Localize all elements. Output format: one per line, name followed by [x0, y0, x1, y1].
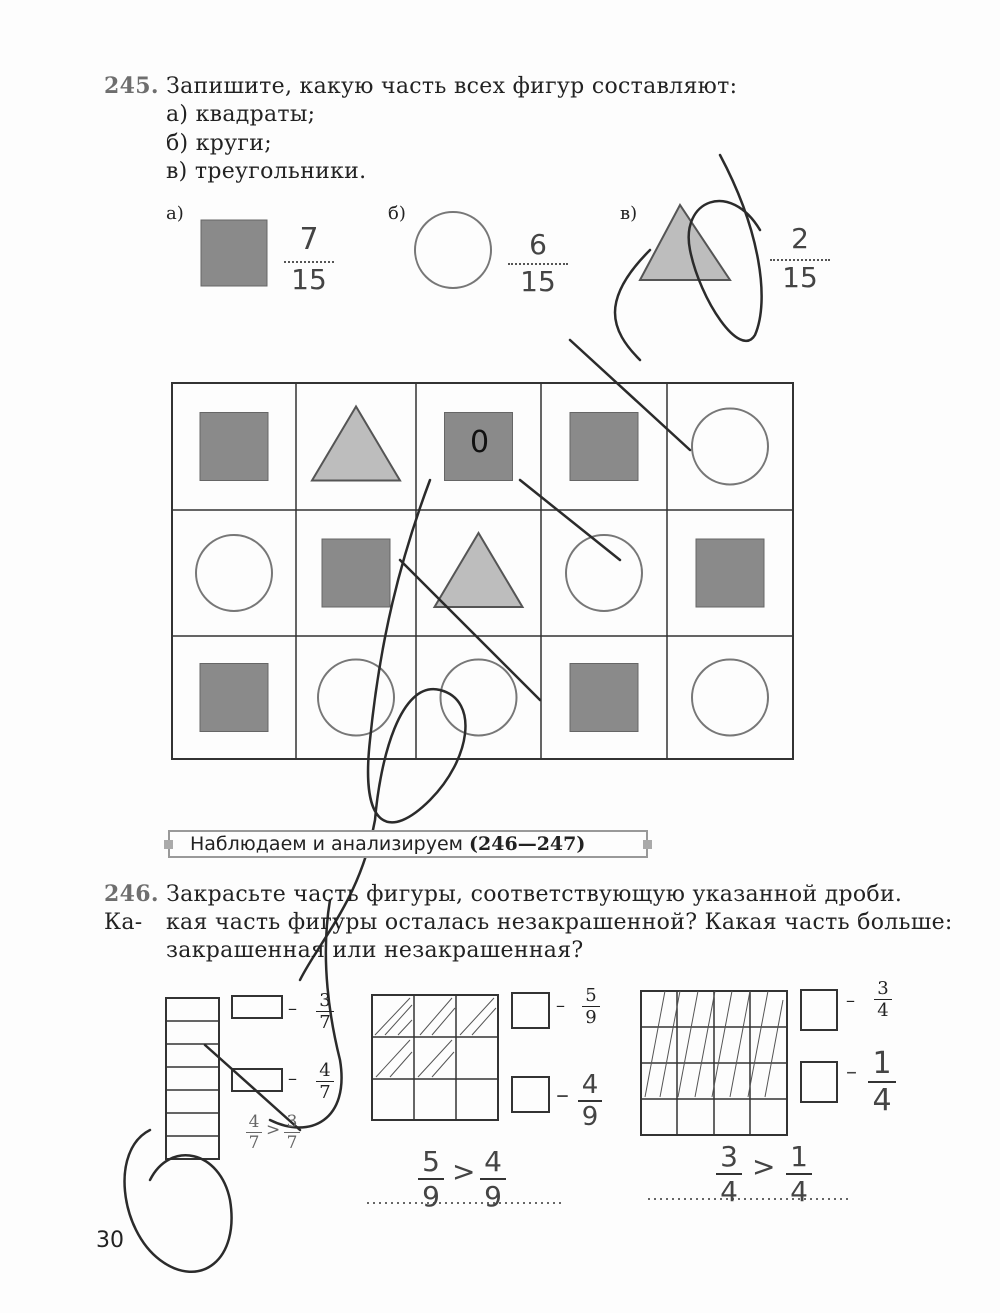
compare-2-b-num: 4 — [484, 1145, 502, 1178]
answer-a-den: 15 — [284, 261, 334, 296]
compare-2-a-den: 9 — [418, 1178, 444, 1213]
cell-mark: 0 — [470, 425, 490, 460]
task-246-line-1: Закрасьте часть фигуры, соответствующую указанной дроби. Ка- — [104, 882, 903, 935]
figure-1-strips — [166, 998, 219, 1159]
compare-1-a-den: 7 — [246, 1132, 262, 1153]
task-number: 246. — [104, 881, 159, 907]
task-prompt: Запишите, какую часть всех фигур составляют: — [166, 74, 738, 99]
answer-v-den: 15 — [770, 259, 830, 294]
figure-2-grid — [372, 995, 498, 1120]
section-range: (246—247) — [469, 833, 586, 855]
shape-grid — [172, 383, 793, 759]
label-b: б) — [388, 203, 406, 224]
compare-1-a-num: 4 — [248, 1112, 260, 1132]
bullet-icon — [643, 840, 652, 849]
fraction-3a-num: 3 — [877, 978, 889, 999]
fraction-3b-num: 1 — [872, 1046, 892, 1081]
fraction-3b-den: 4 — [868, 1081, 896, 1118]
compare-1-b-num: 3 — [286, 1112, 298, 1132]
grid-triangle — [312, 407, 400, 481]
answer-v-num: 2 — [791, 222, 809, 255]
answer-box-2a[interactable] — [512, 993, 549, 1028]
compare-3-b-num: 1 — [790, 1140, 808, 1173]
figure-3-grid — [641, 991, 787, 1135]
grid-square — [570, 664, 638, 732]
fraction-1a-num: 3 — [319, 990, 331, 1011]
fraction-2a-den: 9 — [582, 1006, 600, 1028]
grid-circle — [441, 660, 517, 736]
compare-1-b-den: 7 — [284, 1132, 300, 1153]
example-square — [201, 220, 267, 286]
compare-3-a-den: 4 — [716, 1173, 742, 1208]
compare-3-a-num: 3 — [720, 1140, 738, 1173]
fraction-2b-num: 4 — [581, 1070, 599, 1100]
compare-2-op: > — [452, 1155, 476, 1188]
compare-3-op: > — [752, 1150, 776, 1183]
answer-b-num: 6 — [529, 228, 547, 261]
fraction-1a-den: 7 — [316, 1011, 334, 1033]
label-a: а) — [166, 203, 184, 224]
page-number: 30 — [96, 1228, 124, 1253]
answer-box-1a[interactable] — [232, 996, 282, 1018]
label-v: в) — [620, 203, 638, 224]
section-title: Наблюдаем и анализируем — [190, 833, 463, 855]
grid-circle — [692, 660, 768, 736]
example-circle — [415, 212, 491, 288]
answer-box-2b[interactable] — [512, 1077, 549, 1112]
task-number: 245. — [104, 73, 159, 99]
task-246-line-3: закрашенная или незакрашенная? — [166, 938, 584, 963]
grid-circle — [692, 409, 768, 485]
fraction-2a-num: 5 — [585, 985, 597, 1006]
grid-square — [200, 664, 268, 732]
compare-3-b-den: 4 — [786, 1173, 812, 1208]
task-246-line-2: кая часть фигуры осталась незакрашенной? Какая часть больше: — [166, 910, 953, 935]
fraction-1b-num: 4 — [319, 1060, 331, 1081]
example-triangle — [640, 205, 730, 280]
answer-box-1b[interactable] — [232, 1069, 282, 1091]
task-item-triangles: в) треугольники. — [166, 159, 367, 184]
grid-square — [696, 539, 764, 607]
grid-triangle — [435, 533, 523, 607]
section-header — [168, 830, 648, 858]
fraction-1b-den: 7 — [316, 1081, 334, 1103]
grid-circle — [196, 535, 272, 611]
grid-square — [570, 413, 638, 481]
answer-box-3a[interactable] — [801, 990, 837, 1030]
answer-box-3b[interactable] — [801, 1062, 837, 1102]
bullet-icon — [164, 840, 173, 849]
grid-square — [322, 539, 390, 607]
compare-1-op: > — [266, 1120, 281, 1140]
task-item-squares: а) квадраты; — [166, 102, 316, 127]
fraction-3a-den: 4 — [874, 999, 892, 1021]
grid-square — [200, 413, 268, 481]
compare-2-b-den: 9 — [480, 1178, 506, 1213]
task-item-circles: б) круги; — [166, 131, 272, 156]
fraction-2b-den: 9 — [578, 1100, 602, 1132]
compare-2-a-num: 5 — [422, 1145, 440, 1178]
grid-circle — [318, 660, 394, 736]
answer-a-num: 7 — [299, 222, 319, 257]
answer-b-den: 15 — [508, 263, 568, 298]
